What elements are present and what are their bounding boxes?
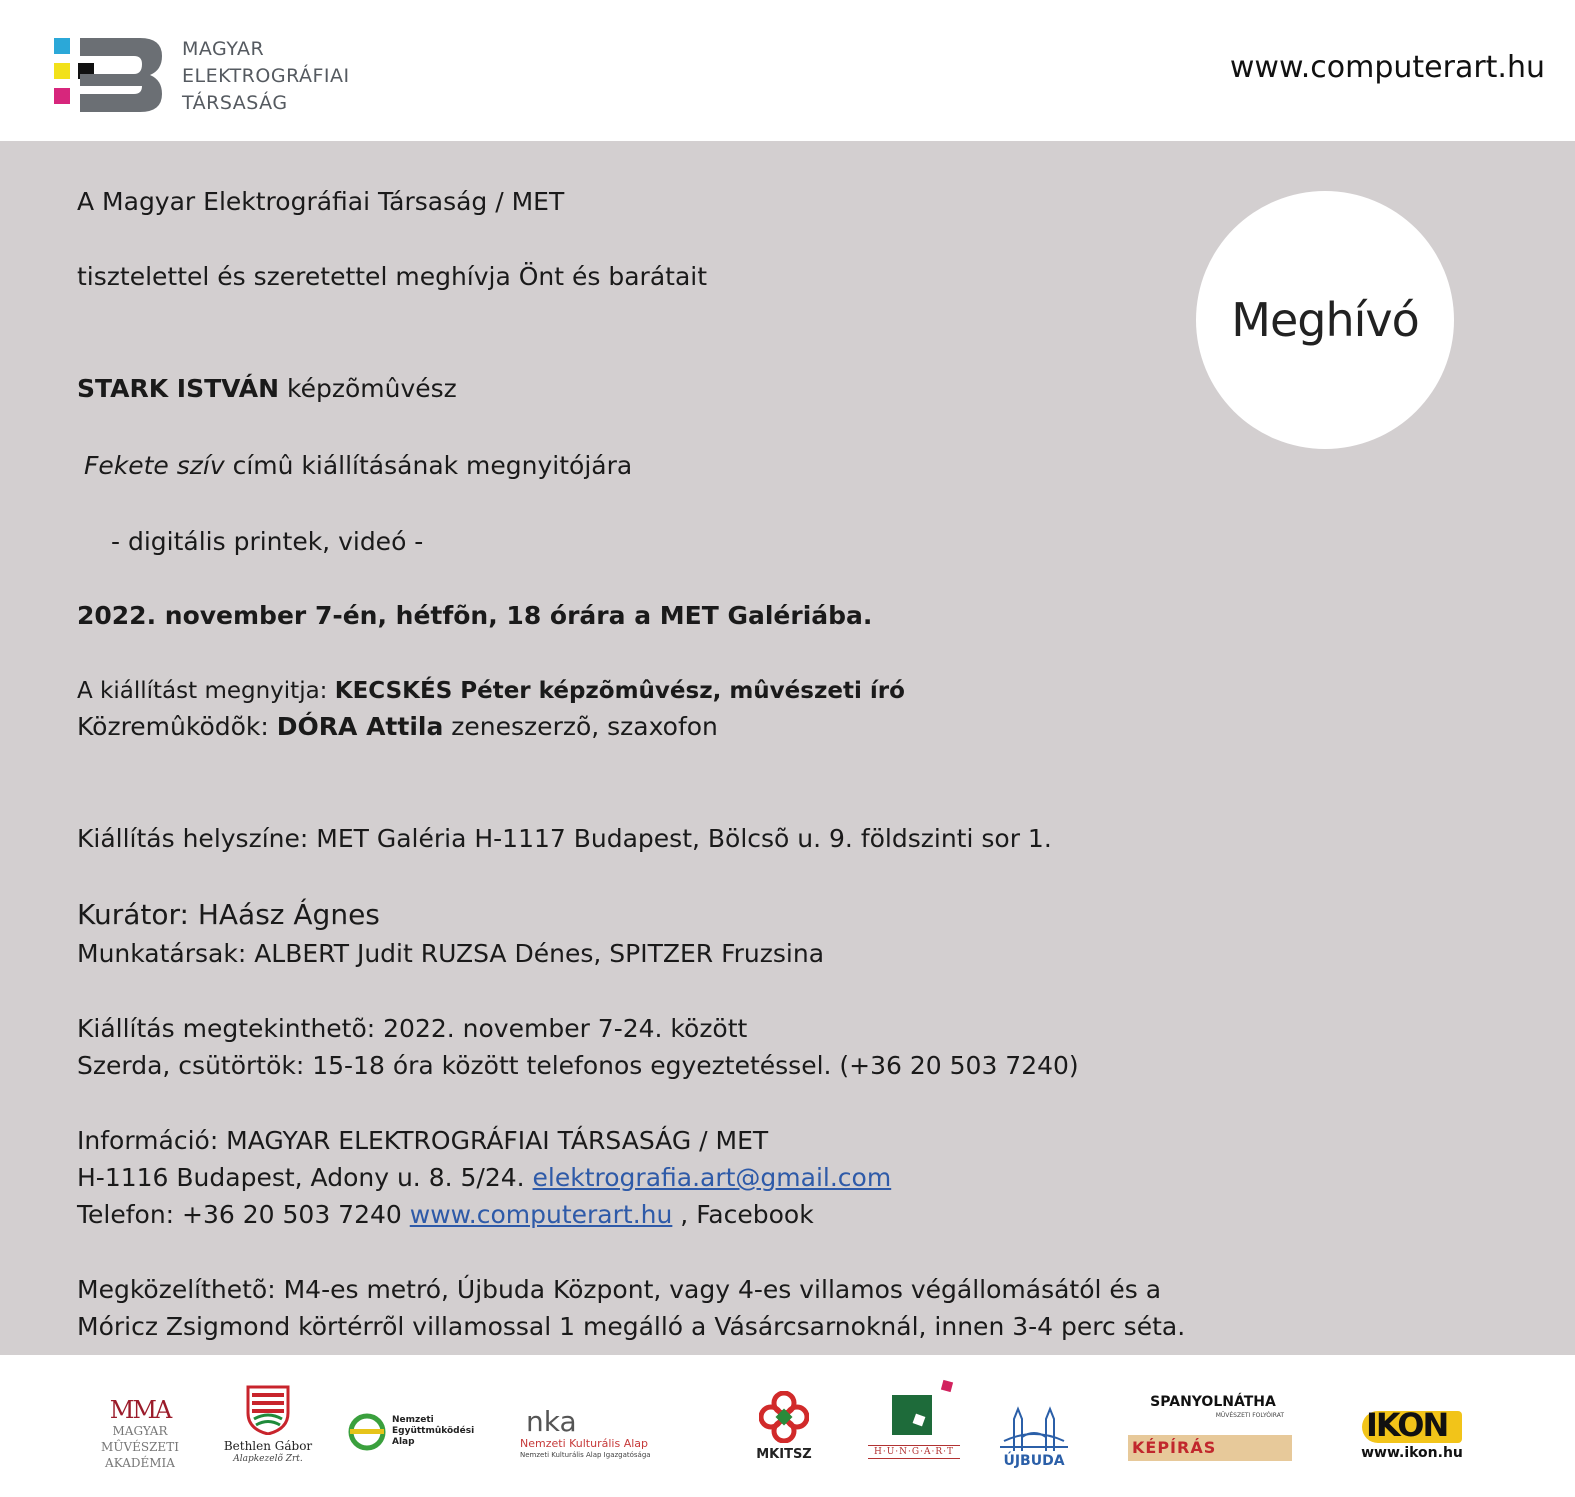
sponsor-nea[interactable] (348, 1413, 478, 1453)
invitation-badge (1196, 191, 1454, 449)
invitation-body (0, 141, 1575, 1355)
ujbuda-church-icon (994, 1403, 1074, 1453)
logo-line-2: ELEKTROGRÁFIAI (182, 65, 350, 87)
hungart-logo-icon (868, 1379, 960, 1441)
spanyolnatha-name: SPANYOLNÁTHA (1150, 1394, 1276, 1410)
sponsor-spanyolnatha[interactable] (1128, 1393, 1298, 1461)
logo-line-3: TÁRSASÁG (182, 92, 288, 114)
viewing-hours: Szerda, csütörtök: 15-18 óra között telefonos egyeztetéssel. (+36 20 503 7240) (77, 1051, 1079, 1080)
mma-name-line1: MAGYAR MÛVÉSZETI (101, 1424, 179, 1454)
mma-logo-icon: MMA (109, 1396, 171, 1424)
viewing-dates: Kiállítás megtekinthetõ: 2022. november 7-24. között (77, 1014, 748, 1043)
bethlen-shield-icon (246, 1385, 290, 1435)
exhibition-title-rest: címû kiállításának megnyitójára (224, 451, 633, 480)
exhibition-title: Fekete szív (84, 451, 225, 480)
ujbuda-name: ÚJBUDA (1003, 1453, 1065, 1469)
sponsor-ujbuda[interactable] (992, 1403, 1076, 1469)
nka-subtitle: Nemzeti Kulturális Alap Igazgatósága (520, 1451, 651, 1459)
sponsor-bethlen-gabor[interactable] (220, 1385, 316, 1465)
invite-line: tisztelettel és szeretettel meghívja Önt és barátait (77, 262, 708, 291)
website-link[interactable]: www.computerart.hu (409, 1200, 673, 1229)
bethlen-subtitle: Alapkezelõ Zrt. (233, 1454, 303, 1464)
nea-name-line2: Együttmûködési (392, 1426, 475, 1436)
sponsor-footer (0, 1355, 1575, 1497)
logo-line-1: MAGYAR (182, 38, 265, 60)
performers-line (77, 712, 718, 741)
artist-role: képzõmûvész (279, 374, 457, 403)
performers-label: Közremûködõk: (77, 712, 277, 741)
contact-line (77, 1200, 814, 1229)
phone-text: Telefon: +36 20 503 7240 (77, 1200, 410, 1229)
ikon-logo-icon (1358, 1405, 1466, 1445)
access-line-2: Móricz Zsigmond körtérrõl villamossal 1 megálló a Vásárcsarnoknál, innen 3-4 perc séta. (77, 1312, 1186, 1341)
hungart-name: H·U·N·G·A·R·T (868, 1445, 960, 1459)
nka-name: Nemzeti Kulturális Alap (520, 1437, 649, 1450)
host-line: A Magyar Elektrográfiai Társaság / MET (77, 187, 565, 216)
met-logo-icon (54, 38, 166, 112)
nea-logo-icon (348, 1413, 386, 1451)
opener-label: A kiállítást megnyitja: (77, 678, 335, 704)
badge-label: Meghívó (1231, 293, 1419, 347)
artist-line (77, 374, 457, 403)
venue-line: Kiállítás helyszíne: MET Galéria H-1117 Budapest, Bölcsõ u. 9. földszinti sor 1. (77, 824, 1052, 853)
access-line-1: Megközelíthetõ: M4-es metró, Újbuda Központ, vagy 4-es villamos végállomásától és a (77, 1275, 1162, 1304)
bethlen-name: Bethlen Gábor (223, 1439, 313, 1453)
sponsor-ikon[interactable] (1358, 1405, 1466, 1461)
sponsor-mma[interactable] (72, 1397, 208, 1471)
performers-name: DÓRA Attila (276, 712, 444, 741)
info-line: Információ: MAGYAR ELEKTROGRÁFIAI TÁRSASÁG / MET (77, 1126, 769, 1155)
nea-name-line1: Nemzeti (392, 1415, 434, 1425)
mkitsz-logo-icon (759, 1391, 809, 1443)
facebook-text: , Facebook (672, 1200, 814, 1229)
ikon-name: IKON (1366, 1406, 1448, 1444)
performers-role: zeneszerzõ, szaxofon (443, 712, 718, 741)
sponsor-mkitsz[interactable] (752, 1391, 816, 1462)
curator-line: Kurátor: HAász Ágnes (77, 898, 380, 931)
ikon-url: www.ikon.hu (1361, 1445, 1463, 1461)
media-line: - digitális printek, videó - (111, 527, 424, 556)
header-website-link[interactable]: www.computerart.hu (1229, 50, 1545, 85)
address-line (77, 1163, 891, 1192)
opener-line (77, 678, 905, 704)
kepiras-name: KÉPÍRÁS (1132, 1438, 1217, 1457)
mma-name-line2: AKADÉMIA (105, 1456, 175, 1470)
opener-name: KECSKÉS Péter képzõmûvész, mûvészeti író (334, 678, 905, 704)
page-header (0, 0, 1575, 141)
email-link[interactable]: elektrografia.art@gmail.com (532, 1163, 892, 1192)
exhibition-title-line (84, 451, 632, 480)
nea-name (392, 1415, 474, 1448)
sponsor-hungart[interactable] (868, 1379, 960, 1459)
nea-name-line3: Alap (392, 1437, 415, 1447)
mkitsz-name: MKITSZ (756, 1447, 812, 1462)
opening-date: 2022. november 7-én, hétfõn, 18 órára a MET Galériába. (77, 601, 873, 630)
kepiras-banner (1128, 1435, 1292, 1461)
address-text: H-1116 Budapest, Adony u. 8. 5/24. (77, 1163, 533, 1192)
staff-line: Munkatársak: ALBERT Judit RUZSA Dénes, SPITZER Fruzsina (77, 939, 825, 968)
nka-logo-icon: nka (526, 1405, 577, 1438)
spanyolnatha-subtitle: MÛVÉSZETI FOLYÓIRAT (1215, 1412, 1284, 1419)
organization-name (182, 36, 350, 117)
artist-name: STARK ISTVÁN (77, 374, 280, 403)
sponsor-nka[interactable] (520, 1407, 676, 1460)
